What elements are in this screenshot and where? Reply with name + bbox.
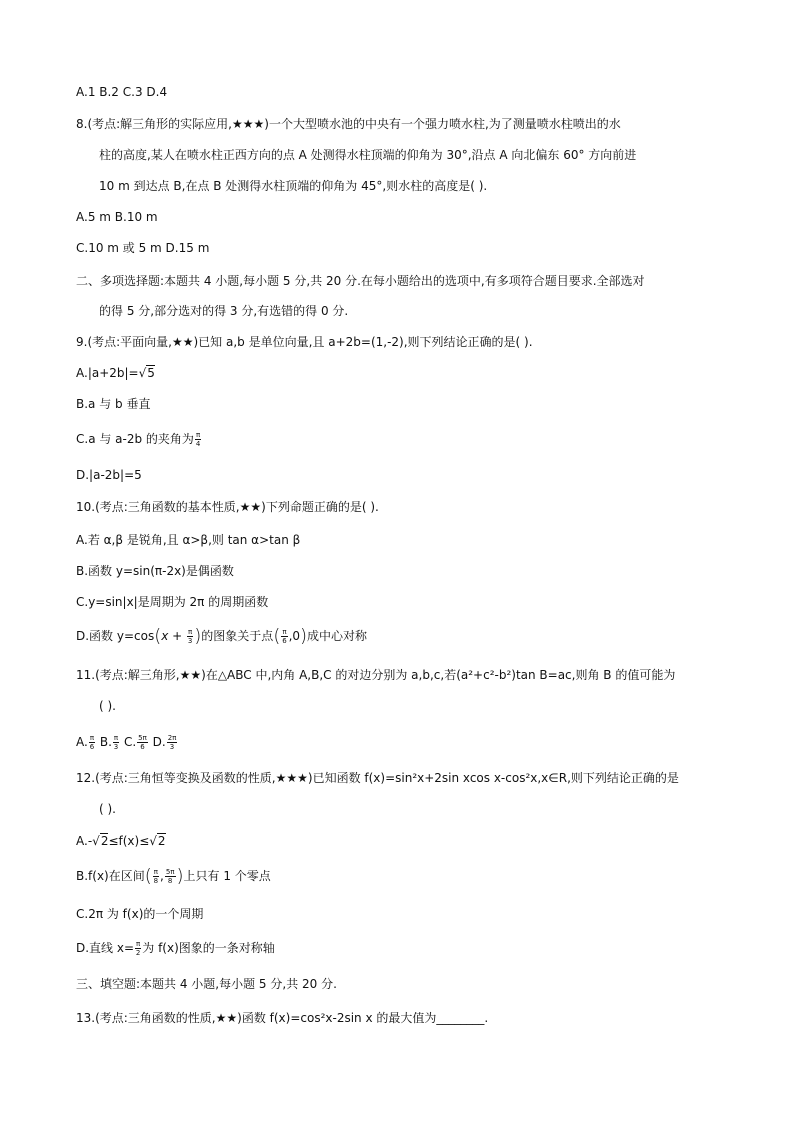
fraction <box>137 734 148 751</box>
q12-d-post: 为 f(x)图象的一条对称轴 <box>142 941 275 955</box>
opt-letter: A. <box>76 735 88 749</box>
frac-num: 5π <box>165 868 175 876</box>
q9-stem: 9.(考点:平面向量,★★)已知 a,b 是单位向量,且 a+2b=(1,-2),则下列结论正确的是( ). <box>76 335 533 349</box>
q9-c-text: C.a 与 a-2b 的夹角为 <box>76 432 194 446</box>
opt-letter: B. <box>96 735 112 749</box>
q10-stem: 10.(考点:三角函数的基本性质,★★)下列命题正确的是( ). <box>76 500 379 514</box>
section3-heading: 三、填空题:本题共 4 小题,每小题 5 分,共 20 分. <box>76 977 337 991</box>
sqrt-symbol: √2 <box>149 834 166 848</box>
section2-heading-line1: 二、多项选择题:本题共 4 小题,每小题 5 分,共 20 分.在每小题给出的选项中,有多项符合题目要求.全部选对 <box>76 274 645 288</box>
q12-stem-line1: 12.(考点:三角恒等变换及函数的性质,★★★)已知函数 f(x)=sin²x+2sin xcos x-cos²x,x∈R,则下列结论正确的是 <box>76 771 679 785</box>
q8-stem-line3: 10 m 到达点 B,在点 B 处测得水柱顶端的仰角为 45°,则水柱的高度是( ). <box>99 179 488 193</box>
paren: ) <box>194 625 202 647</box>
frac-den: 8 <box>153 877 159 885</box>
q12-option-d <box>76 940 275 957</box>
frac-num: 2π <box>167 734 177 742</box>
frac-den: 2 <box>135 949 141 957</box>
fraction <box>165 868 176 885</box>
frac-den: 6 <box>140 743 145 751</box>
frac-num: π <box>188 628 193 636</box>
paren: ) <box>300 625 308 647</box>
q12-a-text: A.- <box>76 834 93 848</box>
q13-stem: 13.(考点:三角函数的性质,★★)函数 f(x)=cos²x-2sin x 的最大值为________. <box>76 1011 489 1025</box>
q12-b-text: B.f(x)在区间 <box>76 869 145 883</box>
paren: ( <box>144 865 152 887</box>
q8-options-ab: A.5 m B.10 m <box>76 210 158 224</box>
paren: ) <box>176 865 184 887</box>
fraction <box>153 868 159 885</box>
frac-den: 4 <box>195 440 201 448</box>
q9-option-a <box>76 365 155 381</box>
q11-options <box>76 734 178 751</box>
sqrt-symbol: √5 <box>138 366 155 380</box>
q11-stem-line2: ( ). <box>99 699 116 713</box>
q9-option-d: D.|a-2b|=5 <box>76 468 142 482</box>
opt-letter: C. <box>120 735 137 749</box>
q12-d-text: D.直线 x= <box>76 941 135 955</box>
frac-den: 3 <box>187 637 193 645</box>
q7-options: A.1 B.2 C.3 D.4 <box>76 85 168 99</box>
paren: ( <box>154 625 162 647</box>
frac-num: π <box>195 431 201 439</box>
fraction <box>281 628 287 645</box>
q12-b-post: 上只有 1 个零点 <box>183 869 271 883</box>
q9-a-radicand: 5 <box>147 366 155 380</box>
q10-option-c: C.y=sin|x|是周期为 2π 的周期函数 <box>76 595 269 609</box>
q10-option-a: A.若 α,β 是锐角,且 α>β,则 tan α>tan β <box>76 533 301 547</box>
q9-option-c <box>76 431 202 448</box>
opt-letter: D. <box>148 735 166 749</box>
q12-stem-line2: ( ). <box>99 802 116 816</box>
fraction <box>135 940 141 957</box>
radicand: 2 <box>100 834 109 848</box>
q8-stem-line2: 柱的高度,某人在喷水柱正西方向的点 A 处测得水柱顶端的仰角为 30°,沿点 A 向北偏东 60° 方向前进 <box>99 148 637 162</box>
frac-num: π <box>282 628 287 636</box>
frac-num: π <box>113 734 119 742</box>
q10-d-post: 成中心对称 <box>307 629 368 643</box>
frac-num: π <box>153 868 158 876</box>
q10-d-point: ,0 <box>288 629 301 643</box>
q12-option-c: C.2π 为 f(x)的一个周期 <box>76 907 204 921</box>
fraction <box>195 431 201 448</box>
frac-num: π <box>136 940 141 948</box>
q10-option-d <box>76 625 368 647</box>
frac-num: 5π <box>138 734 147 742</box>
q12-a-mid: ≤f(x)≤ <box>108 834 150 848</box>
fraction <box>113 734 119 751</box>
frac-den: 3 <box>113 743 119 751</box>
q10-option-b: B.函数 y=sin(π-2x)是偶函数 <box>76 564 234 578</box>
q10-d-mid: 的图象关于点 <box>201 629 274 643</box>
paren: ( <box>273 625 281 647</box>
q10-d-expr: x + <box>161 629 187 643</box>
q12-option-b: B.f(x)在区间( $\frac{\pi}{8}$ , $\frac{5\pi}{8}$ )上只有 1 个零点 <box>76 865 271 887</box>
frac-den: 6 <box>89 743 95 751</box>
fraction <box>167 734 178 751</box>
sqrt-symbol: √2 <box>92 834 109 848</box>
fraction <box>187 628 193 645</box>
fraction <box>89 734 95 751</box>
q10-d-text: D.函数 y=cos <box>76 629 155 643</box>
q9-option-b: B.a 与 b 垂直 <box>76 397 151 411</box>
q8-stem-line1: 8.(考点:解三角形的实际应用,★★★)一个大型喷水池的中央有一个强力喷水柱,为了测量喷水柱喷出的水 <box>76 117 621 131</box>
q11-stem-line1: 11.(考点:解三角形,★★)在△ABC 中,内角 A,B,C 的对边分别为 a,b,c,若(a²+c²-b²)tan B=ac,则角 B 的值可能为 <box>76 668 676 682</box>
q9-a-text: A.|a+2b|= <box>76 366 139 380</box>
frac-den: 6 <box>282 637 287 645</box>
q8-options-cd: C.10 m 或 5 m D.15 m <box>76 241 210 255</box>
radicand: 2 <box>157 834 166 848</box>
section2-heading-line2: 的得 5 分,部分选对的得 3 分,有选错的得 0 分. <box>99 304 349 318</box>
frac-den: 8 <box>167 877 173 885</box>
frac-den: 3 <box>169 743 175 751</box>
q12-option-a <box>76 833 166 849</box>
frac-num: π <box>89 734 95 742</box>
